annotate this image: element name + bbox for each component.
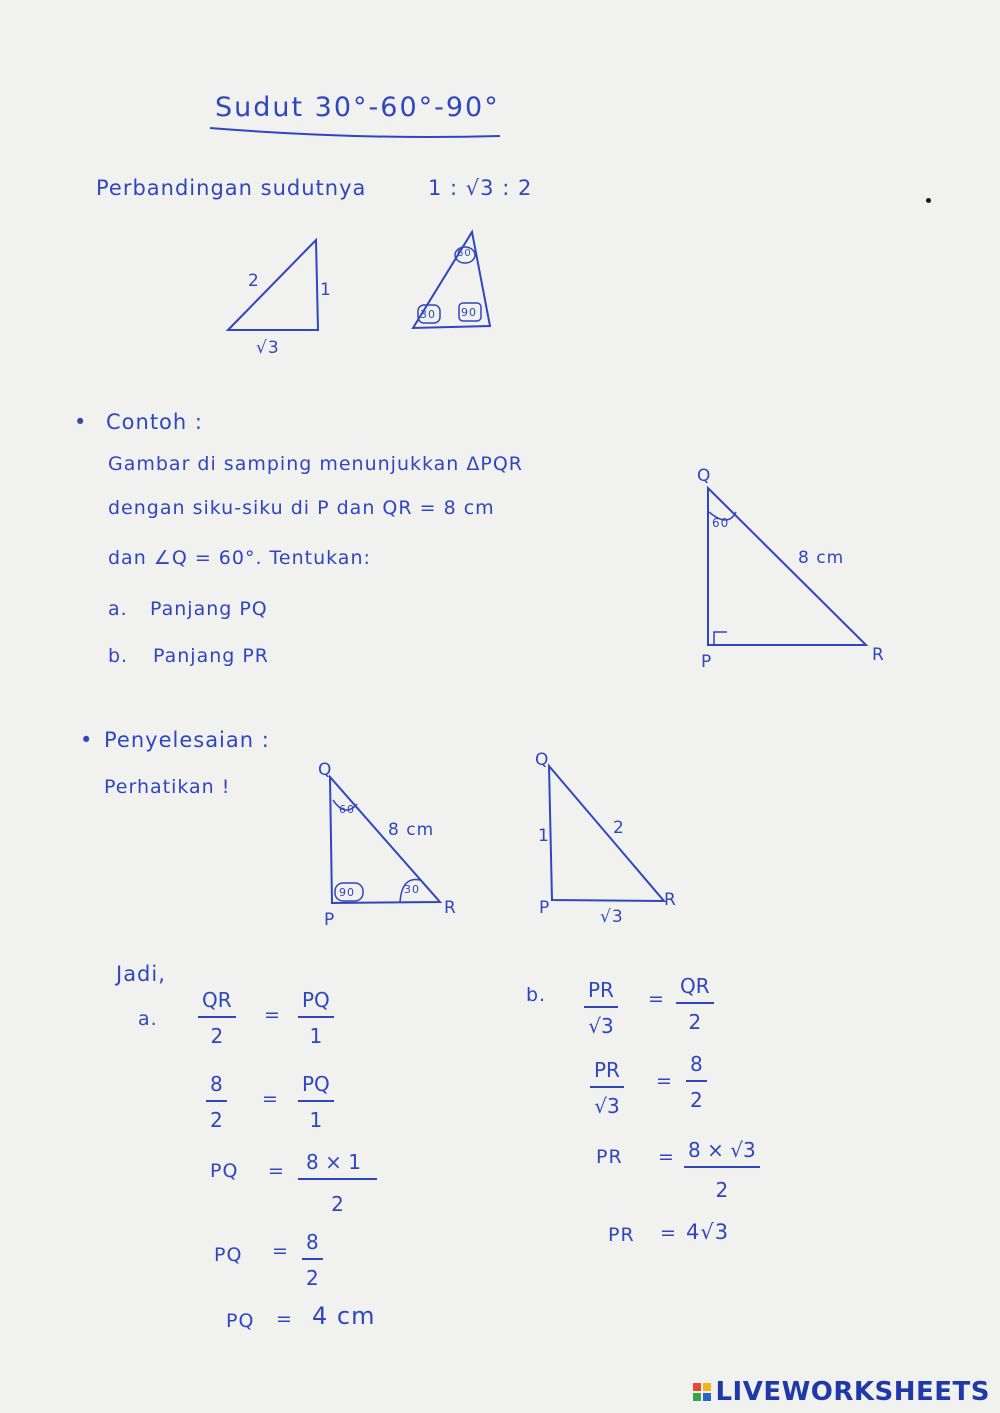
ratio-tri-vert: 1: [320, 280, 332, 300]
a2-left-den: 2: [210, 1108, 223, 1132]
logo-icon: [693, 1383, 711, 1401]
answer-a-letter: a.: [138, 1008, 158, 1030]
question-b-letter: b.: [108, 645, 129, 667]
a3-right-den: 2: [331, 1192, 344, 1216]
fig2-p: P: [539, 898, 551, 918]
angle-label-90: 90: [461, 306, 477, 319]
fig1-angle-p: 90: [339, 886, 355, 899]
b1-op: =: [648, 988, 665, 1010]
b1-left-den: √3: [588, 1014, 614, 1038]
a1-left-den: 2: [210, 1024, 224, 1048]
b1-right-fraction: [676, 974, 714, 1034]
b2-op: =: [656, 1070, 673, 1092]
stray-dot: [926, 198, 931, 203]
solution-note: Perhatikan !: [104, 776, 231, 798]
b1-left-fraction: [584, 978, 618, 1038]
b2-left-num: PR: [590, 1058, 624, 1088]
example-line-1: Gambar di samping menunjukkan ΔPQR: [108, 453, 523, 475]
logo-square-1: [693, 1383, 701, 1391]
a2-left-num: 8: [206, 1072, 227, 1102]
a5-rhs: 4 cm: [312, 1302, 376, 1330]
a1-right-fraction: [298, 988, 334, 1048]
b3-right-num: 8 × √3: [684, 1138, 760, 1168]
a2-right-fraction: [298, 1072, 334, 1132]
b1-left-num: PR: [584, 978, 618, 1008]
a1-left-fraction: [198, 988, 236, 1048]
b3-right-fraction: [684, 1138, 760, 1202]
example-line-3: dan ∠Q = 60°. Tentukan:: [108, 547, 371, 569]
watermark-logo: [693, 1377, 990, 1407]
a3-right-fraction: [298, 1150, 377, 1216]
logo-square-2: [703, 1383, 711, 1391]
example-fig-p: P: [701, 652, 713, 672]
question-a-letter: a.: [108, 598, 128, 620]
b3-op: =: [658, 1146, 675, 1168]
fig2-vert: 1: [538, 826, 550, 846]
example-fig-hyp: 8 cm: [798, 548, 845, 568]
ratio-label: Perbandingan sudutnya: [96, 176, 367, 200]
fig1-angle-r: 30: [404, 883, 420, 896]
fig2-base: √3: [600, 907, 624, 927]
a1-right-den: 1: [309, 1024, 323, 1048]
watermark-text: LIVEWORKSHEETS: [715, 1377, 990, 1407]
a3-lhs: PQ: [210, 1160, 239, 1182]
a2-right-den: 1: [309, 1108, 323, 1132]
question-b-text: Panjang PR: [153, 645, 270, 667]
example-fig-angle-q: 60: [712, 516, 730, 530]
ratio-tri-base: √3: [256, 338, 280, 358]
a2-right-num: PQ: [298, 1072, 334, 1102]
a2-left-fraction: [206, 1072, 227, 1132]
fig2-r: R: [664, 890, 677, 910]
a3-right-num: 8 × 1: [298, 1150, 377, 1180]
a1-op: =: [264, 1004, 281, 1026]
logo-square-4: [703, 1393, 711, 1401]
bullet: •: [80, 728, 94, 752]
a1-left-num: QR: [198, 988, 236, 1018]
fig1-r: R: [444, 898, 457, 918]
a4-op: =: [272, 1240, 289, 1262]
fig1-angle-q: 60: [339, 803, 355, 816]
angle-label-60: 60: [457, 248, 472, 259]
example-heading: Contoh :: [106, 410, 203, 434]
a4-right-num: 8: [302, 1230, 323, 1260]
ratio-tri-hyp: 2: [248, 271, 260, 291]
b1-right-den: 2: [688, 1010, 702, 1034]
fig1-p: P: [324, 910, 336, 930]
b2-left-fraction: [590, 1058, 624, 1118]
a4-right-fraction: [302, 1230, 323, 1290]
bullet: •: [74, 410, 88, 434]
b2-right-fraction: [686, 1052, 707, 1112]
page-title: Sudut 30°-60°-90°: [215, 92, 500, 123]
logo-square-3: [693, 1393, 701, 1401]
b3-lhs: PR: [596, 1146, 623, 1168]
example-fig-q: Q: [697, 466, 712, 486]
a4-right-den: 2: [306, 1266, 319, 1290]
fig1-q: Q: [318, 760, 333, 780]
b4-op: =: [660, 1222, 677, 1244]
fig1-hyp: 8 cm: [388, 820, 435, 840]
question-a-text: Panjang PQ: [150, 598, 268, 620]
b4-rhs: 4√3: [686, 1220, 730, 1244]
example-fig-r: R: [872, 645, 885, 665]
answer-b-letter: b.: [526, 984, 547, 1006]
solution-heading: Penyelesaian :: [104, 728, 270, 752]
b2-right-den: 2: [690, 1088, 703, 1112]
b1-right-num: QR: [676, 974, 714, 1004]
answer-heading: Jadi,: [116, 962, 166, 986]
ratio-value: 1 : √3 : 2: [428, 176, 533, 200]
a3-op: =: [268, 1160, 285, 1182]
b3-right-den: 2: [715, 1178, 729, 1202]
a1-right-num: PQ: [298, 988, 334, 1018]
fig2-hyp: 2: [613, 818, 625, 838]
a5-lhs: PQ: [226, 1310, 255, 1332]
a4-lhs: PQ: [214, 1244, 243, 1266]
a2-op: =: [262, 1088, 279, 1110]
b2-left-den: √3: [594, 1094, 620, 1118]
angle-label-30: 30: [420, 308, 436, 321]
fig2-q: Q: [535, 750, 550, 770]
a5-op: =: [276, 1308, 293, 1330]
b2-right-num: 8: [686, 1052, 707, 1082]
b4-lhs: PR: [608, 1224, 635, 1246]
example-line-2: dengan siku-siku di P dan QR = 8 cm: [108, 497, 495, 519]
